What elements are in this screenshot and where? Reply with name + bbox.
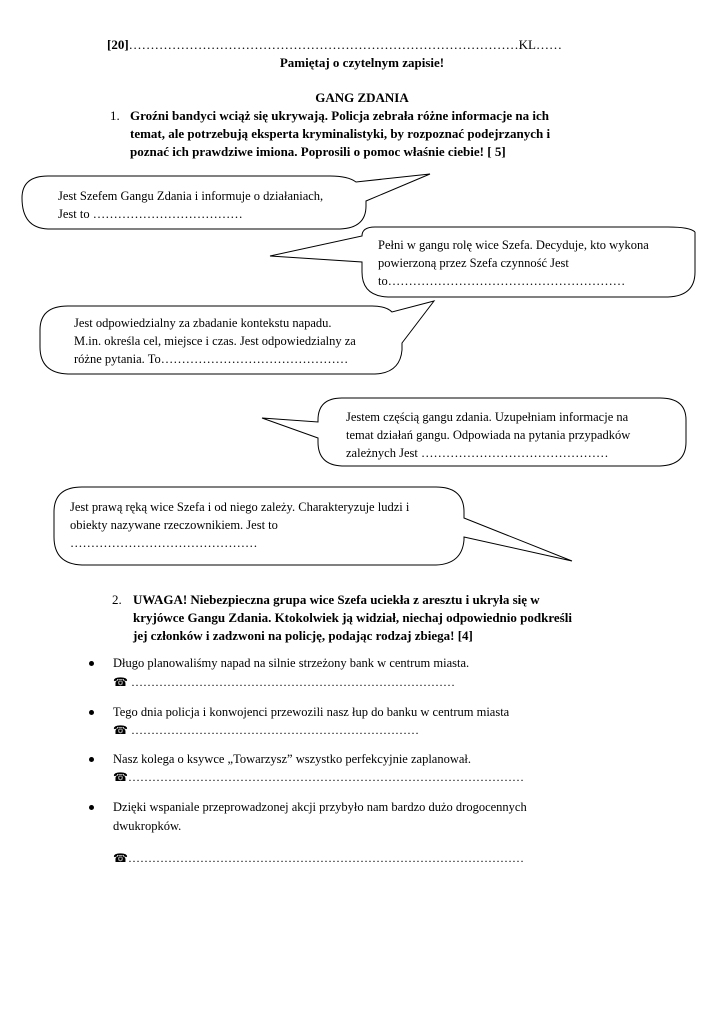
- task1-line1: Groźni bandyci wciąż się ukrywają. Policja zebrała różne informacje na ich: [130, 108, 549, 123]
- answer-line-3[interactable]: ………………………………………………………………………………………: [127, 770, 524, 784]
- bubble-5-text[interactable]: Jest prawą ręką wice Szefa i od niego zależy. Charakteryzuje ludzi i obiekty nazywane rzeczownikiem. Jest to ………………………………………: [70, 500, 410, 550]
- answer-row-4: [113, 849, 524, 867]
- bullet-dot: [89, 710, 94, 715]
- bubble-3-text[interactable]: Jest odpowiedzialny za zbadanie kontekstu napadu. M.in. określa cel, miejsce i czas. Jest odpowiedzialny za różne pytania. To………………………………………: [74, 316, 356, 366]
- answer-row-1: [113, 673, 455, 691]
- phone-icon: ☎: [113, 675, 128, 689]
- task2-line1: UWAGA! Niebezpieczna grupa wice Szefa uciekła z aresztu i ukryła się w: [133, 592, 540, 607]
- task1-line2: temat, ale potrzebują eksperta kryminalistyki, by rozpoznać podejrzanych i: [130, 126, 551, 141]
- task2-line2: kryjówce Gangu Zdania. Ktokolwiek ją widział, niechaj odpowiednio podkreśli: [133, 610, 572, 625]
- task1-line3: poznać ich prawdziwe imiona. Poprosili o pomoc właśnie ciebie! [ 5]: [130, 144, 506, 159]
- task2-line3: jej członków i zadzwoni na policję, podając rodzaj zbiega! [4]: [133, 628, 473, 643]
- answer-row-2: [113, 721, 419, 739]
- task1-number: 1.: [110, 108, 120, 123]
- bullet-dot: [89, 757, 94, 762]
- sentence-4[interactable]: Dzięki wspaniale przeprowadzonej akcji przybyło nam bardzo dużo drogocennych dwukropków.: [113, 800, 527, 833]
- bullet-dot: [89, 805, 94, 810]
- page-number: [20]: [107, 37, 129, 52]
- name-blank-line[interactable]: ………………………………………………………………………………: [128, 37, 519, 52]
- class-label: KL……: [518, 37, 563, 52]
- phone-icon: ☎: [113, 723, 128, 737]
- answer-line-2[interactable]: ………………………………………………………………: [127, 723, 419, 737]
- phone-icon: ☎: [113, 851, 128, 865]
- sentence-3[interactable]: Nasz kolega o ksywce „Towarzysz” wszystko perfekcyjnie zaplanował.: [113, 752, 472, 766]
- page-title: GANG ZDANIA: [315, 90, 409, 105]
- phone-icon: ☎: [113, 770, 128, 784]
- task2-number: 2.: [112, 592, 122, 607]
- bubble-2-text[interactable]: Pełni w gangu rolę wice Szefa. Decyduje, kto wykona powierzoną przez Szefa czynność Jest to…………………………………………………: [378, 238, 649, 288]
- bubble-4-text[interactable]: Jestem częścią gangu zdania. Uzupełniam informacje na temat działań gangu. Odpowiada na pytania przypadków zależnych Jest ………………………………………: [346, 410, 631, 460]
- sentence-1[interactable]: Długo planowaliśmy napad na silnie strzeżony bank w centrum miasta.: [113, 656, 470, 670]
- sentence-2[interactable]: Tego dnia policja i konwojenci przewozili nasz łup do banku w centrum miasta: [113, 705, 510, 719]
- answer-line-4[interactable]: ………………………………………………………………………………………: [127, 851, 524, 865]
- answer-row-3: [113, 768, 524, 786]
- bubble-1-text[interactable]: Jest Szefem Gangu Zdania i informuje o działaniach, Jest to ………………………………: [58, 189, 324, 221]
- reminder: Pamiętaj o czytelnym zapisie!: [279, 55, 445, 70]
- answer-line-1[interactable]: ………………………………………………………………………: [127, 675, 455, 689]
- bullet-dot: [89, 661, 94, 666]
